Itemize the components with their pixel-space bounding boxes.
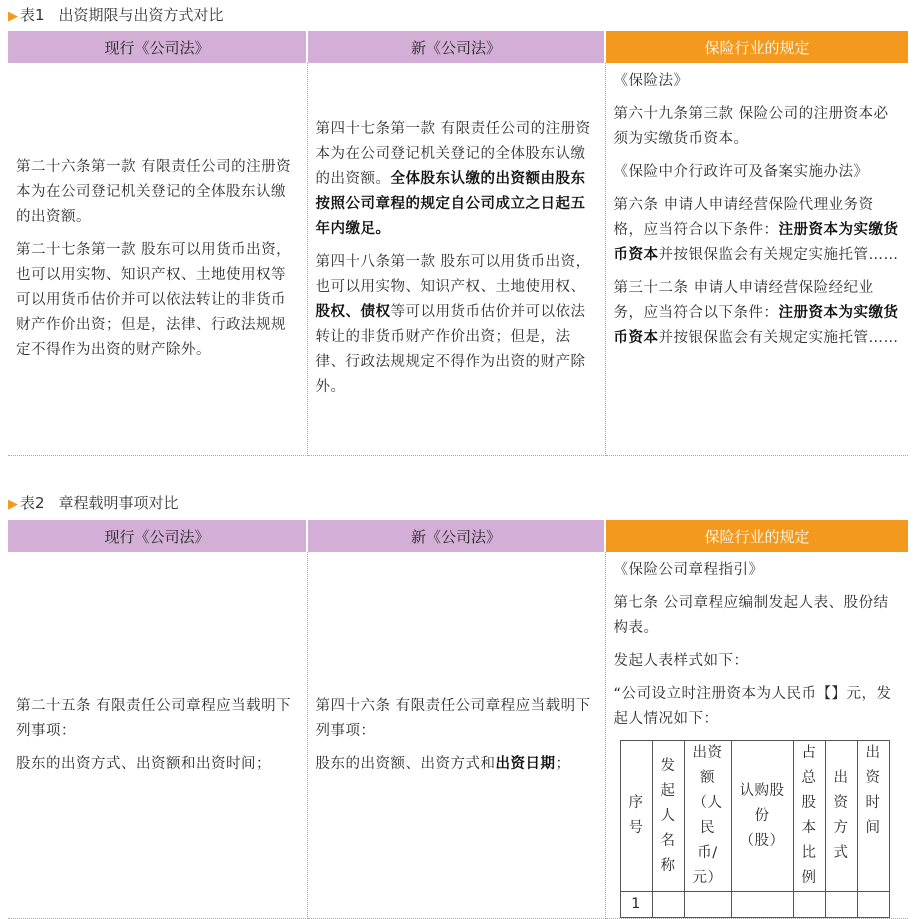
article-6: 第六条 申请人申请经营保险代理业务资格，应当符合以下条件：注册资本为实缴货币资本并按银保监会有关规定实施托管…… [613,197,899,263]
article-48: 第四十八条第一款 股东可以用货币出资，也可以用实物、知识产权、土地使用权、股权、债权等可以用货币估价并可以依法转让的非货币财产作价出资；但是，法律、行政法规规定不得作为出资的财产除外。 [315,254,591,396]
table1-cell-current-law [8,63,307,455]
article-48-emphasis: 股权、债权 [315,304,391,321]
article-47: 第四十七条第一款 有限责任公司的注册资本为在公司登记机关登记的全体股东认缴的出资额。全体股东认缴的出资额由股东按照公司章程的规定自公司成立之日起五年内缴足。 [315,121,591,238]
table1-cell-insurance-rules [605,63,908,455]
article-7: 第七条 公司章程应编制发起人表、股份结构表。 [613,595,889,636]
intermediary-measures-title: 《保险中介行政许可及备案实施办法》 [613,164,869,180]
founder-table-header-row [620,741,889,892]
article-32: 第三十二条 申请人申请经营保险经纪业务，应当符合以下条件：注册资本为实缴货币资本并按银保监会有关规定实施托管…… [613,280,899,346]
triangle-marker-icon: ▶ [8,497,18,512]
insurance-law-title: 《保险法》 [613,73,689,89]
table2 [8,520,908,919]
founder-table-header: 出资方式 [825,741,857,892]
article-47-emphasis: 全体股东认缴的出资额由股东按照公司章程的规定自公司成立之日起五年内缴足。 [315,171,586,238]
founder-table-header: 占总股本比例 [793,741,825,892]
table1-header-new-law: 新《公司法》 [307,31,605,63]
table1 [8,31,908,456]
table1-title: 出资期限与出资方式对比 [58,6,224,24]
table2-cell-insurance-rules [605,552,908,919]
article-25: 第二十五条 有限责任公司章程应当载明下列事项： [16,697,292,739]
founder-table-cell [825,892,857,918]
table1-cell-new-law [307,63,605,455]
founder-table-cell [652,892,684,918]
article-27: 第二十七条第一款 股东可以用货币出资，也可以用实物、知识产权、土地使用权等可以用货币估价并可以依法转让的非货币财产作价出资；但是，法律、行政法规规定不得作为出资的财产除外。 [16,241,292,358]
table1-header-insurance-rules: 保险行业的规定 [605,31,908,63]
table2-cell-current-law [8,552,307,919]
table1-header-current-law: 现行《公司法》 [8,31,307,63]
founder-table-header: 出资时间 [857,741,889,892]
table1-number: 表1 [20,6,45,24]
founder-table-header: 出资额（人民币/元） [684,741,731,892]
article-6-emphasis: 注册资本为实缴货币资本 [613,222,899,263]
article-26: 第二十六条第一款 有限责任公司的注册资本为在公司登记机关登记的全体股东认缴的出资额。 [16,158,292,225]
founder-table-header: 发起人名称 [652,741,684,892]
table2-cell-new-law [307,552,605,919]
article-32-emphasis: 注册资本为实缴货币资本 [613,305,899,346]
founder-table [620,740,890,918]
table2-header-insurance-rules: 保险行业的规定 [605,520,908,552]
founder-table-cell [731,892,793,918]
founder-table-cell [857,892,889,918]
article-46-emphasis: 出资日期 [495,755,556,772]
registered-capital-statement: “公司设立时注册资本为人民币【】元，发起人情况如下： [613,686,892,727]
founder-table-sample-label: 发起人表样式如下： [613,653,749,669]
article-46: 第四十六条 有限责任公司章程应当载明下列事项： [315,697,591,739]
triangle-marker-icon: ▶ [8,9,18,24]
table2-number: 表2 [20,494,45,512]
charter-guideline-title: 《保险公司章程指引》 [613,562,764,578]
founder-table-cell [684,892,731,918]
table2-caption [8,493,179,515]
article-69: 第六十九条第三款 保险公司的注册资本必须为实缴货币资本。 [613,106,889,147]
founder-table-cell: 1 [620,892,652,918]
founder-table-cell [793,892,825,918]
founder-table-row [620,892,889,918]
founder-table-header: 序号 [620,741,652,892]
table1-caption [8,5,224,27]
founder-table-header: 认购股份（股） [731,741,793,892]
table2-header-new-law: 新《公司法》 [307,520,605,552]
table2-header-current-law: 现行《公司法》 [8,520,307,552]
article-25-item: 股东的出资方式、出资额和出资时间； [16,755,271,772]
article-46-item: 股东的出资额、出资方式和出资日期； [315,755,571,772]
table2-title: 章程载明事项对比 [58,494,179,512]
